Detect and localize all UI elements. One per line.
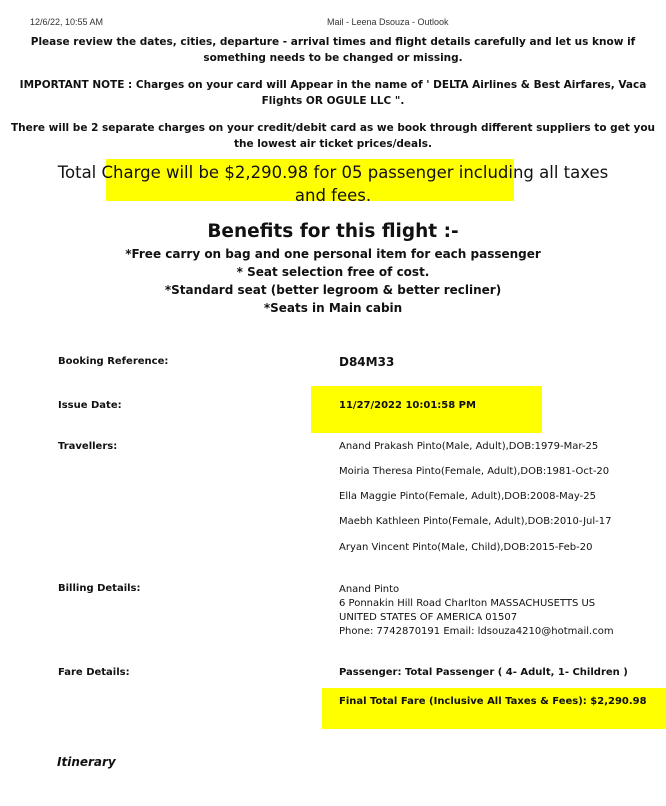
separate-charges-note (0, 120, 666, 152)
travellers-label: Travellers: (58, 441, 118, 452)
benefit-item: *Seats in Main cabin (263, 301, 403, 315)
benefits-title: Benefits for this flight :- (207, 221, 459, 242)
important-line-2: Flights OR OGULE LLC ". (261, 95, 405, 107)
benefit-item: * Seat selection free of cost. (236, 265, 430, 279)
traveller-entry: Maebh Kathleen Pinto(Female, Adult),DOB:2010-Jul-17 (339, 516, 612, 527)
booking-reference-value: D84M33 (339, 355, 395, 369)
important-note (0, 77, 666, 109)
print-title: Mail - Leena Dsouza - Outlook (327, 17, 449, 27)
billing-contact: Phone: 7742870191 Email: ldsouza4210@hotmail.com (339, 626, 614, 637)
total-charge (0, 161, 666, 207)
traveller-entry: Aryan Vincent Pinto(Male, Child),DOB:2015-Feb-20 (339, 542, 593, 553)
billing-address: 6 Ponnakin Hill Road Charlton MASSACHUSETTS US (339, 598, 596, 609)
fare-details-label: Fare Details: (58, 667, 130, 678)
issue-date-value: 11/27/2022 10:01:58 PM (339, 400, 476, 411)
billing-country: UNITED STATES OF AMERICA 01507 (339, 612, 518, 623)
itinerary-heading: Itinerary (57, 755, 116, 769)
final-fare-highlight (322, 688, 666, 729)
separate-line-1: There will be 2 separate charges on your credit/debit card as we book through different suppliers to get you (10, 122, 656, 134)
billing-details (339, 583, 614, 639)
benefit-item: *Standard seat (better legroom & better recliner) (164, 283, 502, 297)
total-charge-line-1: Total Charge will be $2,290.98 for 05 passenger including all taxes (57, 163, 609, 182)
review-line-1: Please review the dates, cities, departure - arrival times and flight details carefully and let us know if (30, 36, 636, 48)
final-total-fare: Final Total Fare (Inclusive All Taxes & Fees): $2,290.98 (339, 696, 647, 707)
booking-reference-label: Booking Reference: (58, 356, 169, 367)
billing-name: Anand Pinto (339, 584, 400, 595)
print-datetime: 12/6/22, 10:55 AM (30, 17, 104, 27)
issue-date-label: Issue Date: (58, 400, 122, 411)
review-line-2: something needs to be changed or missing. (203, 52, 463, 64)
traveller-entry: Ella Maggie Pinto(Female, Adult),DOB:2008-May-25 (339, 491, 596, 502)
total-charge-line-2: and fees. (294, 186, 372, 205)
fare-passengers: Passenger: Total Passenger ( 4- Adult, 1- Children ) (339, 667, 628, 678)
billing-label: Billing Details: (58, 583, 141, 594)
important-line-1: IMPORTANT NOTE : Charges on your card will Appear in the name of ' DELTA Airlines & Best Airfares, Vaca (19, 79, 647, 91)
benefit-item: *Free carry on bag and one personal item for each passenger (125, 247, 541, 261)
traveller-entry: Moiria Theresa Pinto(Female, Adult),DOB:1981-Oct-20 (339, 466, 610, 477)
benefits-list (0, 245, 666, 317)
review-notice (0, 34, 666, 66)
traveller-entry: Anand Prakash Pinto(Male, Adult),DOB:1979-Mar-25 (339, 441, 599, 452)
separate-line-2: the lowest air ticket prices/deals. (234, 138, 432, 150)
